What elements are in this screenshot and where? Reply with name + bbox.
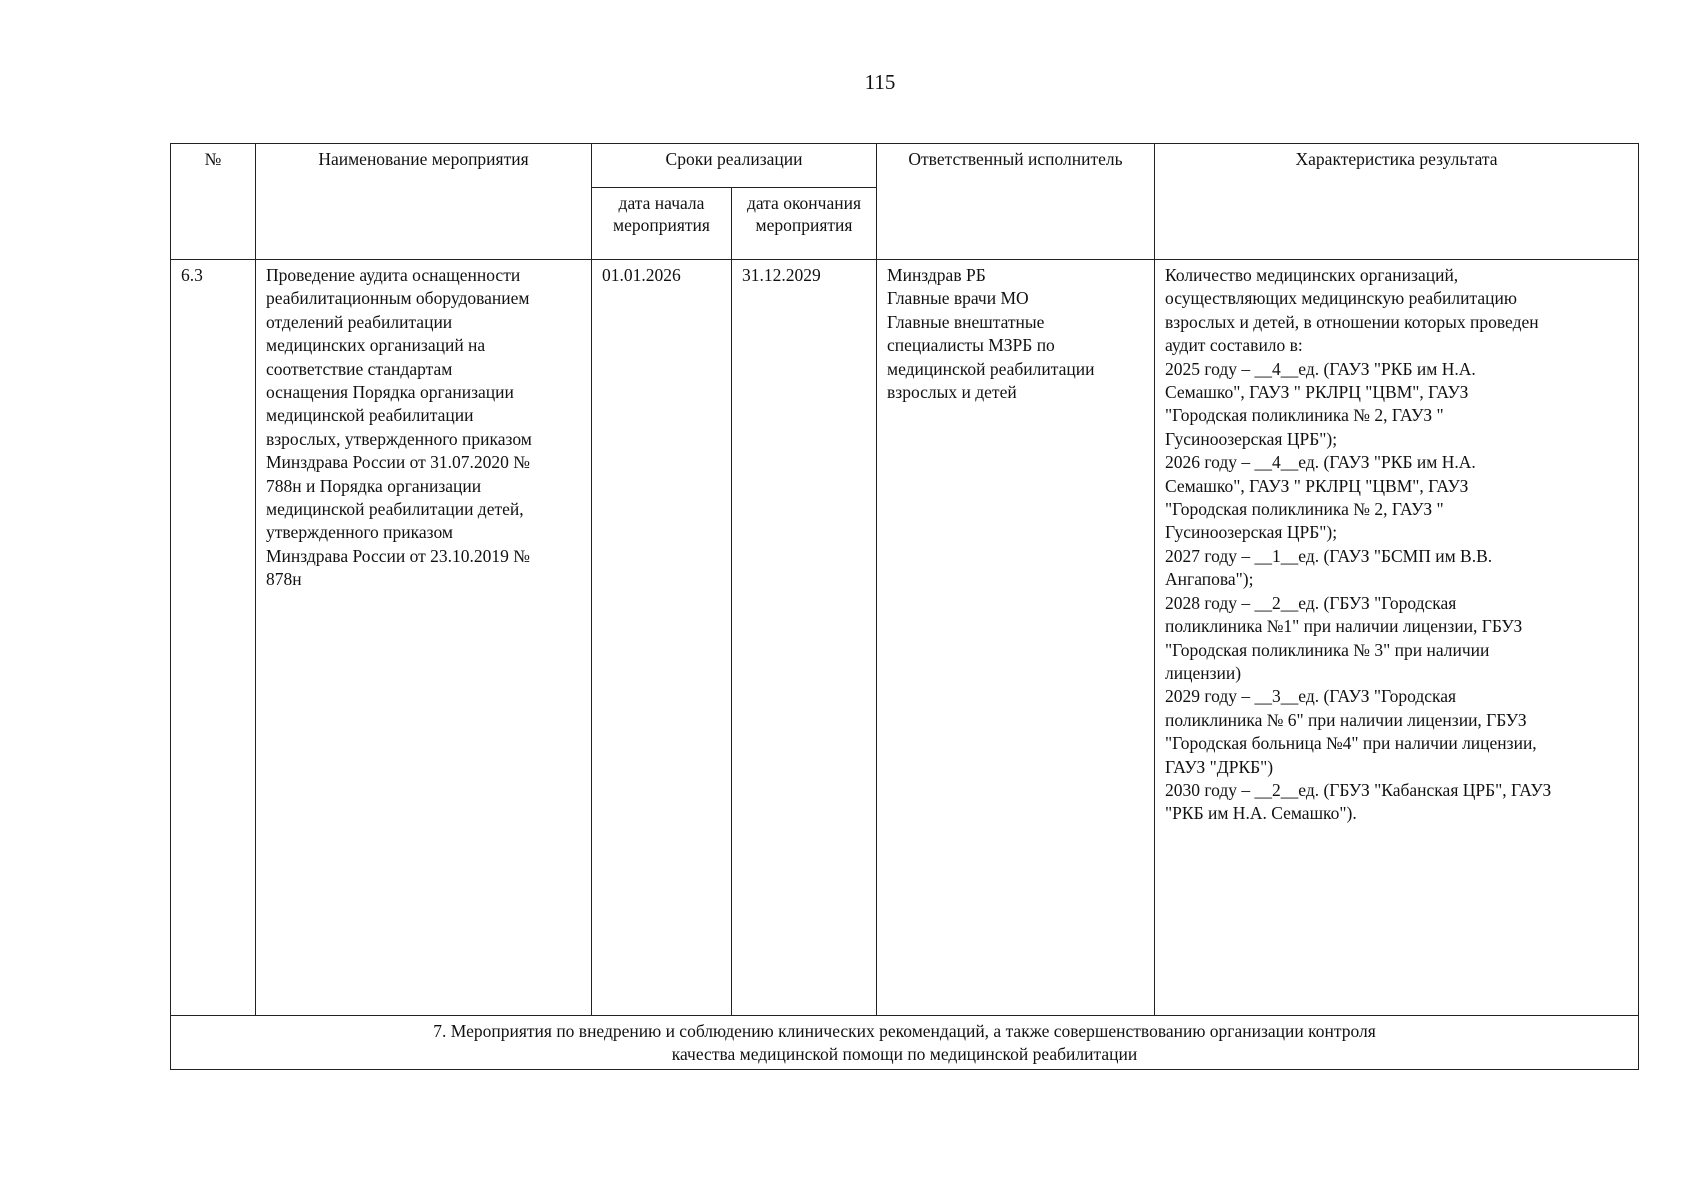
- result-description: [1155, 260, 1639, 1016]
- table-row: [171, 260, 1639, 1016]
- result-line: лицензии): [1165, 662, 1242, 683]
- activity-name-line: Проведение аудита оснащенности: [266, 265, 521, 285]
- result-line: "Городская больница №4" при наличии лицензии,: [1165, 733, 1537, 754]
- header-executor: Ответственный исполнитель: [877, 144, 1155, 260]
- activity-name-line: медицинских организаций на: [266, 335, 486, 356]
- result-line: Гусиноозерская ЦРБ");: [1165, 522, 1338, 543]
- executor-line: Минздрав РБ: [887, 265, 986, 285]
- activity-name: [256, 260, 592, 1016]
- activity-name-line: 878н: [266, 569, 302, 590]
- result-line: осуществляющих медицинскую реабилитацию: [1165, 288, 1517, 309]
- section-heading: [171, 1016, 1639, 1070]
- activity-name-line: Минздрава России от 31.07.2020 №: [266, 452, 530, 473]
- activity-name-line: взрослых, утвержденного приказом: [266, 428, 532, 449]
- header-row: [171, 144, 1639, 188]
- result-line: "Городская поликлиника № 3" при наличии: [1165, 639, 1490, 660]
- header-result: Характеристика результата: [1155, 144, 1639, 260]
- section-heading-line: качества медицинской помощи по медицинской реабилитации: [671, 1044, 1138, 1064]
- responsible-executor: [877, 260, 1155, 1016]
- executor-line: Главные врачи МО: [887, 288, 1029, 309]
- activity-name-line: утвержденного приказом: [266, 522, 453, 543]
- activities-table: [170, 143, 1639, 1070]
- executor-line: специалисты МЗРБ по: [887, 335, 1055, 356]
- header-timeline: Сроки реализации: [592, 144, 877, 188]
- result-line: "РКБ им Н.А. Семашко").: [1165, 803, 1357, 824]
- row-number: 6.3: [171, 260, 256, 1016]
- page-number: 115: [864, 70, 896, 94]
- activity-name-line: Минздрава России от 23.10.2019 №: [266, 545, 530, 566]
- start-date: 01.01.2026: [592, 260, 732, 1016]
- result-line: 2029 году – __3__ед. (ГАУЗ "Городская: [1165, 686, 1457, 707]
- result-line: Семашко", ГАУЗ " РКЛРЦ "ЦВМ", ГАУЗ: [1165, 475, 1469, 496]
- result-line: поликлиника №1" при наличии лицензии, ГБУЗ: [1165, 616, 1523, 637]
- result-line: аудит составило в:: [1165, 335, 1303, 356]
- result-line: Количество медицинских организаций,: [1165, 265, 1459, 285]
- header-name: Наименование мероприятия: [256, 144, 592, 260]
- result-line: 2028 году – __2__ед. (ГБУЗ "Городская: [1165, 592, 1457, 613]
- activity-name-line: реабилитационным оборудованием: [266, 288, 530, 309]
- header-number: №: [171, 144, 256, 260]
- result-line: 2027 году – __1__ед. (ГАУЗ "БСМП им В.В.: [1165, 545, 1493, 566]
- result-line: Гусиноозерская ЦРБ");: [1165, 428, 1338, 449]
- activity-name-line: 788н и Порядка организации: [266, 475, 482, 496]
- result-line: 2026 году – __4__ед. (ГАУЗ "РКБ им Н.А.: [1165, 452, 1476, 473]
- activity-name-line: соответствие стандартам: [266, 358, 453, 379]
- executor-line: медицинской реабилитации: [887, 358, 1095, 379]
- header-end-date: дата окончания мероприятия: [732, 188, 877, 260]
- activity-name-line: медицинской реабилитации детей,: [266, 499, 524, 520]
- section-heading-line: 7. Мероприятия по внедрению и соблюдению клинических рекомендаций, а также совершенствованию организации контроля: [433, 1021, 1376, 1041]
- activity-name-line: оснащения Порядка организации: [266, 382, 514, 403]
- header-start-date: дата начала мероприятия: [592, 188, 732, 260]
- end-date: 31.12.2029: [732, 260, 877, 1016]
- result-line: ГАУЗ "ДРКБ"): [1165, 756, 1274, 777]
- result-line: 2030 году – __2__ед. (ГБУЗ "Кабанская ЦРБ", ГАУЗ: [1165, 779, 1552, 800]
- result-line: Ангапова");: [1165, 569, 1254, 590]
- result-line: взрослых и детей, в отношении которых проведен: [1165, 311, 1539, 332]
- result-line: 2025 году – __4__ед. (ГАУЗ "РКБ им Н.А.: [1165, 358, 1476, 379]
- result-line: "Городская поликлиника № 2, ГАУЗ ": [1165, 405, 1444, 426]
- result-line: поликлиника № 6" при наличии лицензии, ГБУЗ: [1165, 709, 1527, 730]
- section-heading-row: [171, 1016, 1639, 1070]
- executor-line: Главные внештатные: [887, 311, 1045, 332]
- activity-name-line: медицинской реабилитации: [266, 405, 474, 426]
- executor-line: взрослых и детей: [887, 382, 1017, 403]
- result-line: "Городская поликлиника № 2, ГАУЗ ": [1165, 499, 1444, 520]
- result-line: Семашко", ГАУЗ " РКЛРЦ "ЦВМ", ГАУЗ: [1165, 382, 1469, 403]
- activity-name-line: отделений реабилитации: [266, 311, 453, 332]
